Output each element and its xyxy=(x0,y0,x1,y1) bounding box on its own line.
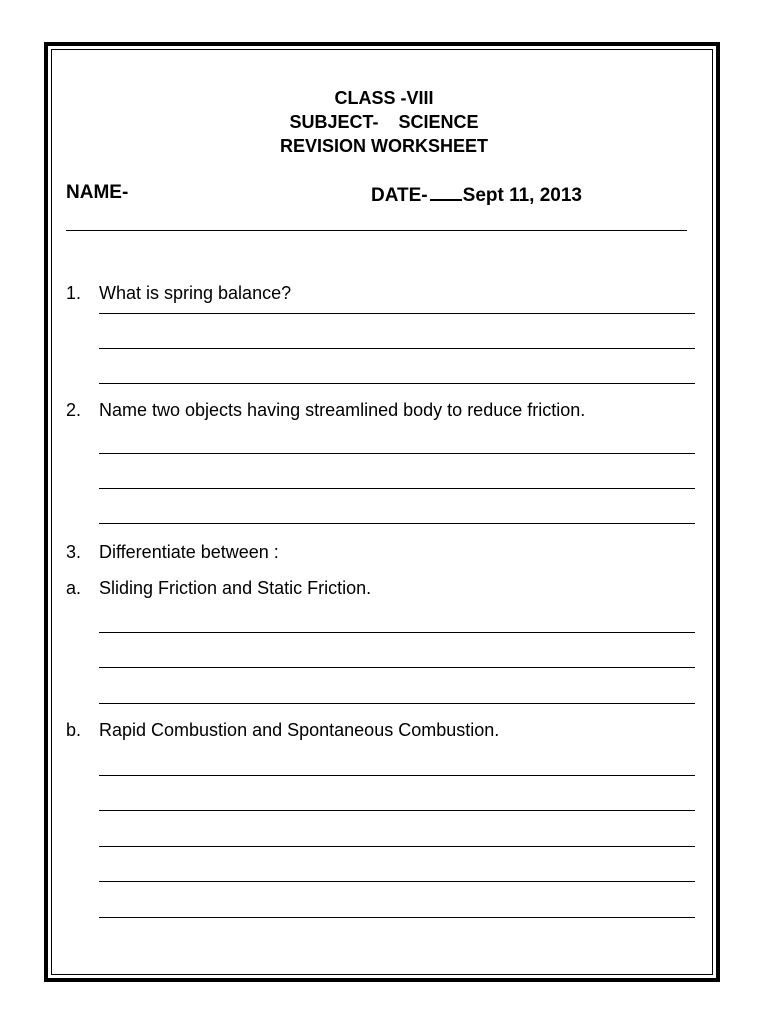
question-number: b. xyxy=(66,720,82,740)
answer-line[interactable] xyxy=(99,313,695,314)
answer-line[interactable] xyxy=(99,453,695,454)
class-heading: CLASS -VIII xyxy=(334,88,434,108)
date-value: Sept 11, 2013 xyxy=(462,185,583,206)
answer-line[interactable] xyxy=(99,348,695,349)
answer-line[interactable] xyxy=(99,667,695,668)
subject-heading: SUBJECT- SCIENCE xyxy=(289,112,479,132)
question-number: 2. xyxy=(66,400,82,420)
worksheet-header xyxy=(0,86,768,158)
answer-line[interactable] xyxy=(99,917,695,918)
answer-line[interactable] xyxy=(99,846,695,847)
question-number: 1. xyxy=(66,283,82,303)
date-field xyxy=(371,180,582,209)
answer-line[interactable] xyxy=(99,703,695,704)
date-blank-underline xyxy=(430,180,462,201)
answer-line[interactable] xyxy=(99,523,695,524)
name-label: NAME- xyxy=(66,182,129,203)
question-number: 3. xyxy=(66,542,82,562)
answer-line[interactable] xyxy=(99,810,695,811)
question-text: Differentiate between : xyxy=(99,542,279,562)
worksheet-title: REVISION WORKSHEET xyxy=(279,136,489,156)
question-number: a. xyxy=(66,578,82,598)
question-text: Sliding Friction and Static Friction. xyxy=(99,578,372,598)
answer-line[interactable] xyxy=(99,632,695,633)
question-text: Rapid Combustion and Spontaneous Combustion. xyxy=(99,720,500,740)
answer-line[interactable] xyxy=(99,881,695,882)
question-text: What is spring balance? xyxy=(99,283,292,303)
date-label: DATE- xyxy=(371,185,428,206)
answer-line[interactable] xyxy=(99,488,695,489)
name-line-underline[interactable] xyxy=(66,230,687,231)
answer-line[interactable] xyxy=(99,775,695,776)
answer-line[interactable] xyxy=(99,383,695,384)
question-text: Name two objects having streamlined body to reduce friction. xyxy=(99,400,586,420)
